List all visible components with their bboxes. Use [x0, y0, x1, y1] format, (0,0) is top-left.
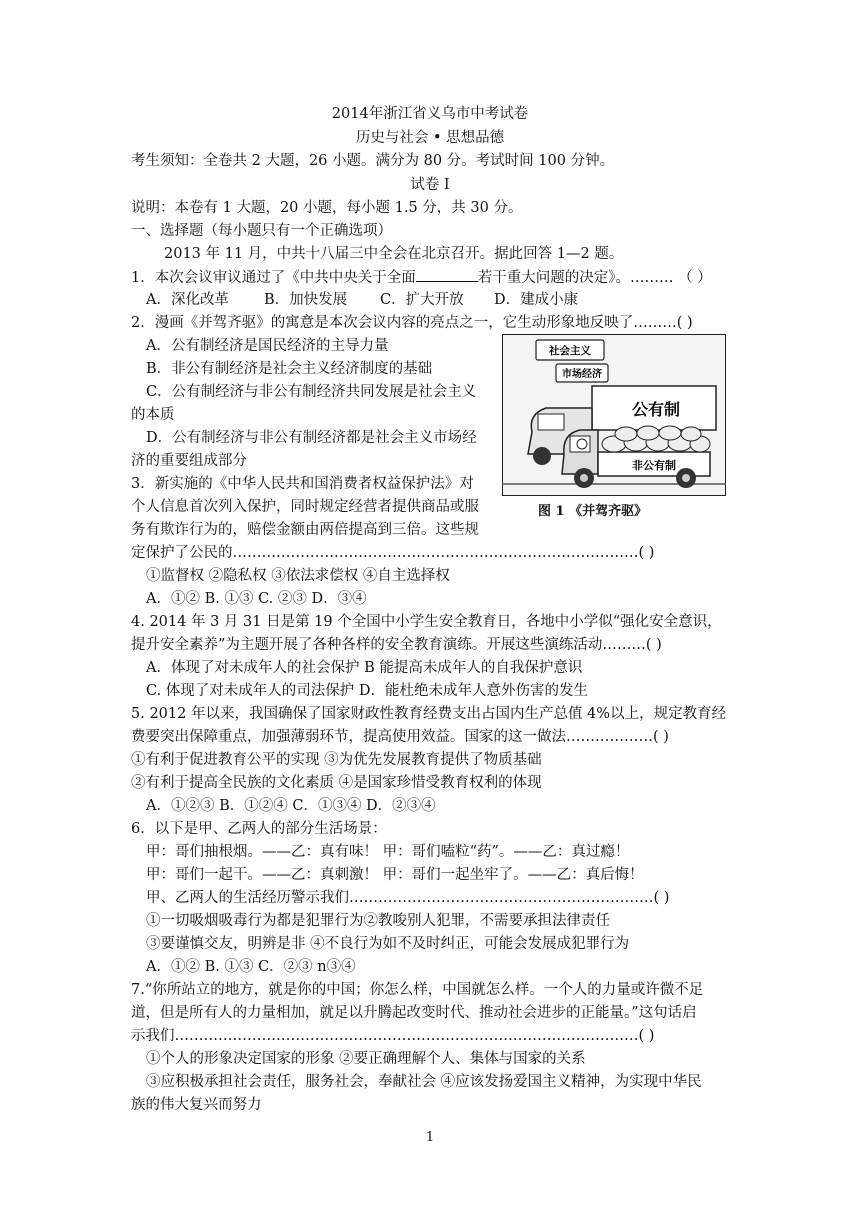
question-2-option-d-cont: 济的重要组成部分	[131, 453, 247, 469]
figure-caption: 图 1 《并驾齐驱》	[538, 504, 648, 519]
exam-title: 2014年浙江省义乌市中考试卷	[331, 106, 529, 122]
option-c: C．扩大开放	[380, 292, 464, 308]
question-6-items-2: ③要谨慎交友，明辨是非 ④不良行为如不及时纠正，可能会发展成犯罪行为	[146, 936, 630, 952]
answer-blank	[416, 267, 478, 282]
question-7-line-3: 示我们……………………………………………………………………………………( )	[131, 1028, 655, 1044]
option-d: D．建成小康	[494, 292, 579, 308]
question-5-options: A．①②③ B．①②④ C．①③④ D．②③④	[146, 798, 436, 814]
question-6-line-1: 6．以下是甲、乙两人的部分生活场景：	[131, 821, 387, 837]
question-5-items-2: ②有利于提高全民族的文化素质 ④是国家珍惜受教育权利的体现	[131, 775, 542, 791]
question-2-option-d: D．公有制经济与非公有制经济都是社会主义市场经	[146, 430, 477, 446]
question-6-dialogue-1: 甲：哥们抽根烟。——乙：真有味！ 甲：哥们嗑粒“药”。——乙：真过瘾！	[146, 844, 630, 860]
section-heading: 一、选择题（每小题只有一个正确选项）	[131, 223, 392, 239]
question-6-dialogue-2: 甲：哥们一起干。——乙：真刺激！ 甲：哥们一起坐牢了。——乙：真后悔！	[146, 867, 644, 883]
question-2-option-b: B．非公有制经济是社会主义经济制度的基础	[146, 361, 433, 377]
question-7-items-2: ③应积极承担社会责任，服务社会，奉献社会 ④应该发扬爱国主义精神，为实现中华民	[146, 1074, 702, 1090]
exam-subtitle: 历史与社会 • 思想品德	[355, 130, 505, 146]
question-2-stem: 2．漫画《并驾齐驱》的寓意是本次会议内容的亮点之一，它生动形象地反映了………( )	[131, 315, 693, 331]
question-1-stem	[131, 267, 712, 288]
question-5-items-1: ①有利于促进教育公平的实现 ③为优先发展教育提供了物质基础	[131, 752, 542, 768]
question-4-options-cd: C. 体现了对未成年人的司法保护 D．能杜绝未成年人意外伤害的发生	[146, 683, 589, 699]
truck-public-ownership-label: 公有制	[631, 400, 681, 419]
option-b: B．加快发展	[264, 292, 348, 308]
question-2-option-a: A．公有制经济是国民经济的主导力量	[146, 338, 389, 354]
question-7-items-3: 族的伟大复兴而努力	[131, 1097, 262, 1113]
question-6-options: A．①② B. ①③ C．②③ n③④	[146, 959, 356, 975]
question-3-options: A．①② B. ①③ C. ②③ D．③④	[146, 591, 367, 607]
question-3-line-1: 3．新实施的《中华人民共和国消费者权益保护法》对	[131, 476, 474, 492]
question-4-options-ab: A．体现了对未成年人的社会保护 B 能提高未成年人的自我保护意识	[146, 660, 583, 676]
option-a: A．深化改革	[146, 292, 229, 308]
question-3-line-3: 务有欺诈行为的，赔偿金额由两倍提高到三倍。这些规	[131, 522, 479, 538]
question-6-items-1: ①一切吸烟吸毒行为都是犯罪行为②教唆别人犯罪，不需要承担法律责任	[146, 913, 610, 929]
material-intro: 2013 年 11 月，中共十八届三中全会在北京召开。据此回答 1—2 题。	[164, 246, 624, 262]
question-5-line-1: 5. 2012 年以来，我国确保了国家财政性教育经费支出占国内生产总值 4%以上，规定教育经	[131, 706, 727, 722]
cartoon-figure	[502, 334, 726, 526]
exam-notice: 考生须知：全卷共 2 大题，26 小题。满分为 80 分。考试时间 100 分钟。	[131, 153, 615, 169]
question-3-items: ①监督权 ②隐私权 ③依法求偿权 ④自主选择权	[146, 568, 450, 584]
sign-socialism: 社会主义	[549, 345, 591, 357]
question-5-line-2: 费要突出保障重点，加强薄弱环节，提高使用效益。国家的这一做法………………( )	[131, 729, 669, 745]
question-7-line-1: 7.“你所站立的地方，就是你的中国；你怎么样，中国就怎么样。一个人的力量或许微不足	[131, 982, 704, 998]
cartoon-illustration	[502, 334, 726, 496]
question-2-option-c: C．公有制经济与非公有制经济共同发展是社会主义	[146, 384, 477, 400]
sign-market-economy: 市场经济	[562, 369, 602, 380]
paper-explanation: 说明：本卷有 1 大题，20 小题，每小题 1.5 分，共 30 分。	[131, 200, 523, 216]
question-3-line-2: 个人信息首次列入保护，同时规定经营者提供商品或服	[131, 499, 479, 515]
question-4-line-2: 提升安全素养”为主题开展了各种各样的安全教育演练。开展这些演练活动………( )	[131, 637, 662, 653]
question-1-stem-part-b: 若干重大问题的决定》。……… （ ）	[477, 270, 712, 286]
question-7-line-2: 道，但是所有人的力量相加，就足以升腾起改变时代、推动社会进步的正能量。”这句话启	[131, 1005, 697, 1021]
question-6-stem: 甲、乙两人的生活经历警示我们………………………………………………………( )	[146, 890, 670, 906]
question-1-options	[146, 290, 578, 310]
question-2-option-c-cont: 的本质	[131, 407, 175, 423]
paper-title: 试卷 I	[410, 177, 450, 193]
question-3-line-4: 定保护了公民的…………………………………………………………………………( )	[131, 545, 655, 561]
question-4-line-1: 4. 2014 年 3 月 31 日是第 19 个全国中小学生安全教育日，各地中小学似“强化安全意识，	[131, 614, 722, 630]
truck-non-public-ownership-label: 非公有制	[632, 459, 676, 472]
page-number: 1	[425, 1130, 435, 1145]
question-7-items-1: ①个人的形象决定国家的形象 ②要正确理解个人、集体与国家的关系	[146, 1051, 586, 1067]
question-1-stem-part-a: 1．本次会议审议通过了《中共中央关于全面	[131, 270, 416, 286]
